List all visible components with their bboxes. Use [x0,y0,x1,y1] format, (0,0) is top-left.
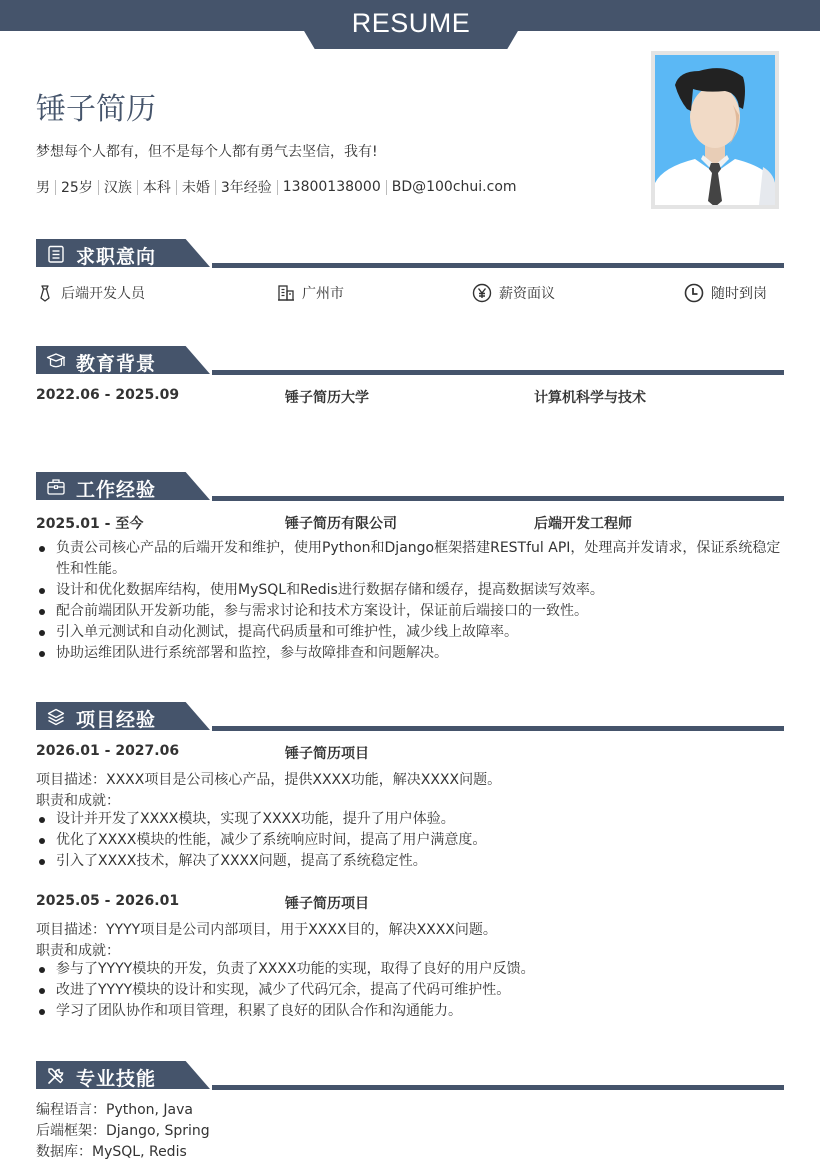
clock-icon [684,283,704,303]
project-achievements [36,809,784,872]
list-item: 设计和优化数据库结构，使用MySQL和Redis进行数据存储和缓存，提高数据读写效率。 [36,580,784,601]
section-header-intent [36,239,784,269]
divider [176,180,177,195]
intent-label: 后端开发人员 [61,286,145,302]
building-icon [277,284,295,302]
work-company: 锤子简历有限公司 [285,516,397,532]
project-description: 项目描述：XXXX项目是公司核心产品，提供XXXX功能，解决XXXX问题。 [36,772,502,788]
phone: 13800138000 [282,179,381,195]
tie-icon [36,284,54,302]
education-period: 2022.06 - 2025.09 [36,387,180,403]
section-header-work [36,472,784,502]
list-item: 优化了XXXX模块的性能，减少了系统响应时间，提高了用户满意度。 [36,830,784,851]
intent-availability [684,283,767,303]
ethnicity: 汉族 [103,180,132,196]
list-item: 改进了YYYY模块的设计和实现，减少了代码冗余，提高了代码可维护性。 [36,980,784,1001]
work-position: 后端开发工程师 [534,516,632,532]
work-duties [36,538,784,664]
education-school: 锤子简历大学 [285,390,369,406]
section-title: 项目经验 [76,709,157,731]
list-item: 协助运维团队进行系统部署和监控，参与故障排查和问题解决。 [36,643,784,664]
project-period: 2026.01 - 2027.06 [36,743,180,759]
project-name: 锤子简历项目 [285,896,369,912]
list-item: 学习了团队协作和项目管理，积累了良好的团队合作和沟通能力。 [36,1001,784,1022]
resume-name: 锤子简历 [36,92,156,127]
section-rule [212,1085,784,1090]
motto: 梦想每个人都有，但不是每个人都有勇气去坚信，我有! [36,144,378,160]
education-major: 计算机科学与技术 [534,390,646,406]
intent-label: 随时到岗 [711,286,767,302]
project-achievements [36,959,784,1022]
intent-position [36,283,145,303]
project-description: 项目描述：YYYY项目是公司内部项目，用于XXXX目的，解决XXXX问题。 [36,922,497,938]
section-title: 工作经验 [76,479,157,501]
skills-list [36,1100,210,1160]
skill-item: 后端框架：Django, Spring [36,1123,210,1139]
intent-label: 薪资面议 [499,286,555,302]
section-header-skills [36,1061,784,1091]
graduation-cap-icon [46,351,66,371]
banner-title: RESUME [351,8,471,38]
list-item: 设计并开发了XXXX模块，实现了XXXX功能，提升了用户体验。 [36,809,784,830]
tools-icon [46,1066,66,1086]
personal-info [36,177,517,197]
age: 25岁 [61,180,93,196]
list-item: 配合前端团队开发新功能，参与需求讨论和技术方案设计，保证前后端接口的一致性。 [36,601,784,622]
list-item: 参与了YYYY模块的开发，负责了XXXX功能的实现，取得了良好的用户反馈。 [36,959,784,980]
divider [98,180,99,195]
divider [277,180,278,195]
intent-salary [472,283,555,303]
divider [55,180,56,195]
gender: 男 [36,180,50,196]
list-item: 引入单元测试和自动化测试，提高代码质量和可维护性，减少线上故障率。 [36,622,784,643]
intent-city [277,283,344,303]
divider [215,180,216,195]
section-rule [212,370,784,375]
section-rule [212,726,784,731]
degree: 本科 [142,180,171,196]
email[interactable]: BD@100chui.com [391,179,517,195]
list-item: 引入了XXXX技术，解决了XXXX问题，提高了系统稳定性。 [36,851,784,872]
skill-item: 数据库：MySQL, Redis [36,1144,187,1160]
project-period: 2025.05 - 2026.01 [36,893,180,909]
yen-icon [472,283,492,303]
divider [386,180,387,195]
section-header-projects [36,702,784,732]
achievements-label: 职责和成就： [36,943,120,959]
divider [137,180,138,195]
intent-label: 广州市 [302,286,344,302]
avatar-icon [655,55,775,205]
list-item: 负责公司核心产品的后端开发和维护，使用Python和Django框架搭建RESTful API，处理高并发请求，保证系统稳定性和性能。 [36,538,784,580]
section-rule [212,496,784,501]
section-title: 教育背景 [76,353,157,375]
marital-status: 未婚 [181,180,210,196]
briefcase-icon [46,477,66,497]
experience-years: 3年经验 [220,180,272,196]
project-name: 锤子简历项目 [285,746,369,762]
section-title: 求职意向 [76,246,157,268]
achievements-label: 职责和成就： [36,793,120,809]
clipboard-icon [46,244,66,264]
skill-item: 编程语言：Python, Java [36,1102,194,1118]
work-period: 2025.01 - 至今 [36,516,144,532]
layers-icon [46,707,66,727]
section-title: 专业技能 [76,1068,157,1090]
section-header-education [36,346,784,376]
section-rule [212,263,784,268]
profile-photo [651,51,779,209]
